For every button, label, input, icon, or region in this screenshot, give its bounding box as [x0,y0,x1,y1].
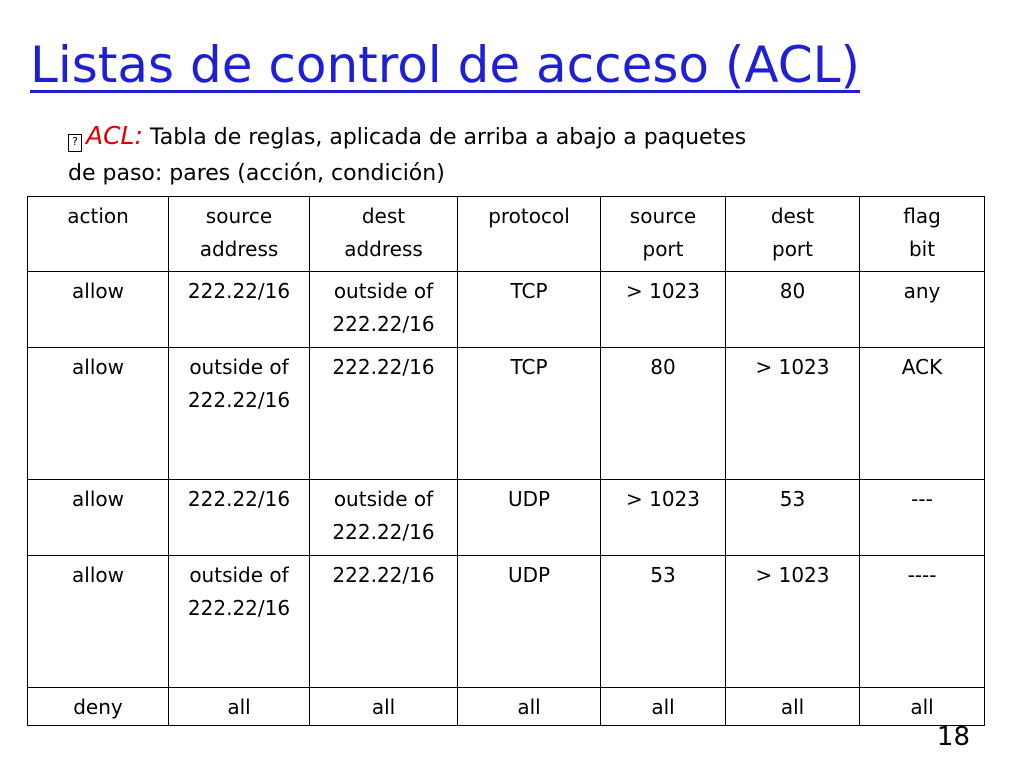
cell-protocol: all [458,688,601,726]
cell-source-port: > 1023 [601,272,726,348]
cell-source-port: 53 [601,556,726,688]
header-action: action [28,197,169,272]
table-row [28,556,985,688]
cell-flag-bit: ACK [860,348,985,480]
cell-action: allow [28,272,169,348]
header-dest-address: dest address [310,197,458,272]
slide-title: Listas de control de acceso (ACL) [30,36,861,94]
header-flag-bit: flag bit [860,197,985,272]
cell-source-address: outside of 222.22/16 [169,348,310,480]
acl-definition-line1: Tabla de reglas, aplicada de arriba a abajo a paquetes [142,125,747,150]
page-number: 18 [936,722,970,752]
cell-dest-address: outside of 222.22/16 [310,272,458,348]
cell-dest-port: all [726,688,860,726]
cell-source-port: all [601,688,726,726]
cell-protocol: TCP [458,348,601,480]
cell-dest-address: 222.22/16 [310,348,458,480]
header-protocol: protocol [458,197,601,272]
cell-dest-address: all [310,688,458,726]
acl-term: ACL: [86,121,143,150]
square-bullet-icon: ? [68,134,82,152]
cell-dest-port: 53 [726,480,860,556]
cell-dest-address: outside of 222.22/16 [310,480,458,556]
cell-source-address: all [169,688,310,726]
cell-dest-address: 222.22/16 [310,556,458,688]
cell-dest-port: 80 [726,272,860,348]
cell-action: allow [28,348,169,480]
acl-definition [68,118,968,192]
cell-protocol: TCP [458,272,601,348]
cell-flag-bit: --- [860,480,985,556]
acl-definition-line2: de paso: pares (acción, condición) [68,161,445,186]
cell-protocol: UDP [458,556,601,688]
cell-source-port: > 1023 [601,480,726,556]
cell-flag-bit: ---- [860,556,985,688]
cell-flag-bit: all [860,688,985,726]
cell-source-address: outside of 222.22/16 [169,556,310,688]
table-row [28,272,985,348]
cell-source-port: 80 [601,348,726,480]
header-dest-port: dest port [726,197,860,272]
header-source-port: source port [601,197,726,272]
cell-protocol: UDP [458,480,601,556]
cell-action: allow [28,556,169,688]
header-source-address: source address [169,197,310,272]
table-row [28,348,985,480]
table-row [28,688,985,726]
cell-source-address: 222.22/16 [169,272,310,348]
table-row [28,480,985,556]
cell-source-address: 222.22/16 [169,480,310,556]
cell-action: allow [28,480,169,556]
cell-dest-port: > 1023 [726,556,860,688]
table-header-row [28,197,985,272]
acl-rules-table [27,196,985,726]
cell-flag-bit: any [860,272,985,348]
cell-dest-port: > 1023 [726,348,860,480]
cell-action: deny [28,688,169,726]
